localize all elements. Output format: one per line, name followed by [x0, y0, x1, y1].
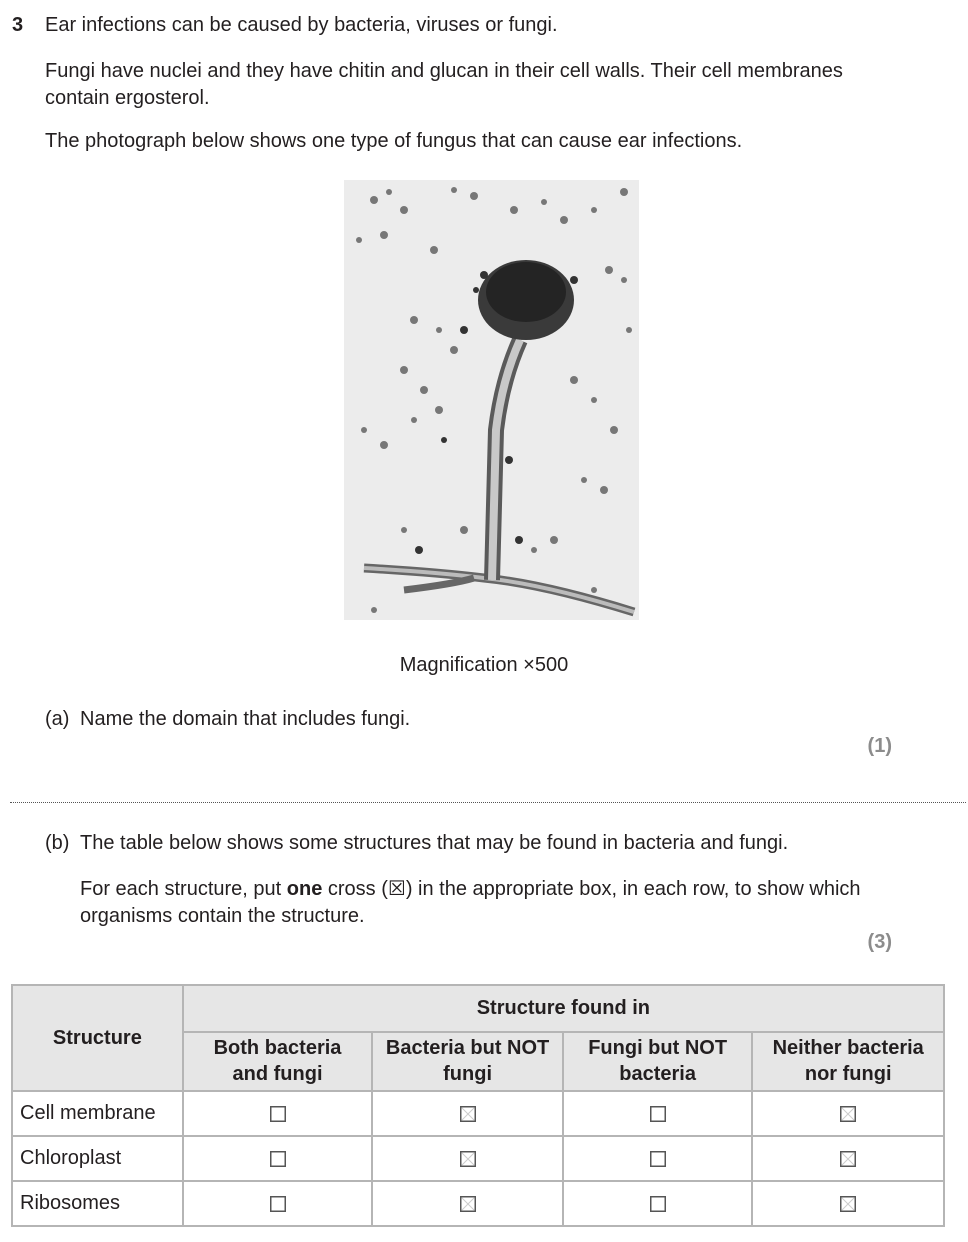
part-b-label: (b) [45, 832, 70, 854]
checkbox-icon[interactable] [840, 1106, 856, 1122]
checkbox-icon[interactable] [460, 1196, 476, 1212]
fungi-info: Fungi have nuclei and they have chitin and glucan in their cell walls. Their cell membranes contain ergosterol. [45, 60, 843, 109]
col-header-neither: Neither bacteria nor fungi [752, 1032, 944, 1091]
answer-line[interactable] [10, 802, 966, 803]
instr-before: For each structure, put [80, 878, 287, 900]
row-label-ribosomes: Ribosomes [12, 1181, 183, 1226]
table-row [12, 1136, 944, 1181]
part-b-marks: (3) [867, 931, 892, 953]
checkbox-icon[interactable] [270, 1196, 286, 1212]
checkbox-icon[interactable] [840, 1196, 856, 1212]
col-header-both: Both bacteria and fungi [183, 1032, 373, 1091]
checkbox-icon[interactable] [460, 1106, 476, 1122]
question-intro: Ear infections can be caused by bacteria, viruses or fungi. [45, 14, 558, 36]
table-row [12, 1091, 944, 1136]
fungus-micrograph [344, 180, 639, 620]
instr-after: cross (☒) in the appropriate box, in each row, to show which organisms contain the structure. [80, 878, 861, 927]
checkbox-icon[interactable] [270, 1151, 286, 1167]
part-a-marks: (1) [867, 735, 892, 757]
photo-caption: Magnification ×500 [399, 654, 569, 676]
part-a-label: (a) [45, 708, 70, 730]
checkbox-icon[interactable] [840, 1151, 856, 1167]
row-label-chloroplast: Chloroplast [12, 1136, 183, 1181]
checkbox-icon[interactable] [270, 1106, 286, 1122]
part-b-instruction [80, 876, 880, 930]
part-b-text: The table below shows some structures that may be found in bacteria and fungi. [80, 832, 789, 854]
col-header-fungi-only: Fungi but NOT bacteria [563, 1032, 753, 1091]
table-row [12, 1181, 944, 1226]
structures-table [11, 984, 945, 1227]
found-in-header: Structure found in [183, 985, 944, 1032]
question-number: 3 [12, 14, 24, 36]
checkbox-icon[interactable] [460, 1151, 476, 1167]
instr-bold: one [286, 878, 323, 900]
photo-intro: The photograph below shows one type of fungus that can cause ear infections. [45, 130, 743, 152]
col-header-bacteria-only: Bacteria but NOT fungi [372, 1032, 563, 1091]
row-label-cell-membrane: Cell membrane [12, 1091, 183, 1136]
checkbox-icon[interactable] [650, 1151, 666, 1167]
part-a-text: Name the domain that includes fungi. [80, 708, 411, 730]
structure-header: Structure [12, 985, 183, 1091]
checkbox-icon[interactable] [650, 1196, 666, 1212]
checkbox-icon[interactable] [650, 1106, 666, 1122]
